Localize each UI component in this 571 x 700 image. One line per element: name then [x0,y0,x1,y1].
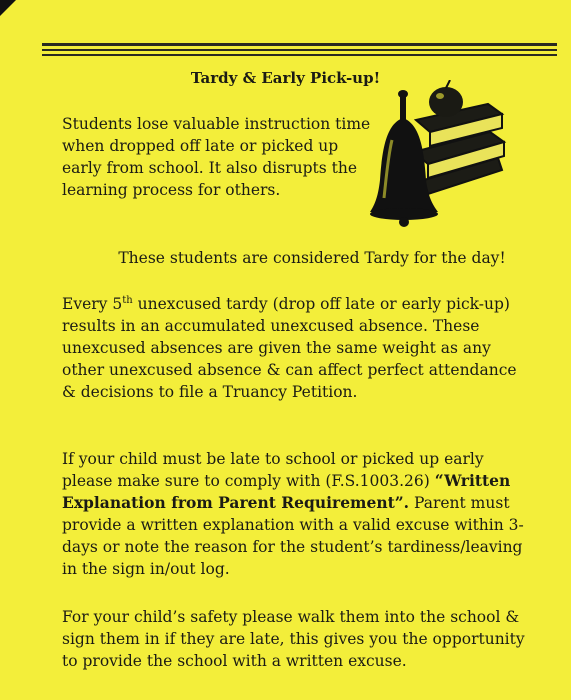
policy-text-start: Every 5 [62,295,123,313]
policy-text-rest: unexcused tardy (drop off late or early pick-up) results in an accumulated unexcused absence. These unexcused absences are given the same weight as any other unexcused absence & can affect perfect attendance & decisions to file a Truancy Petition. [62,295,517,401]
safety-paragraph: For your child’s safety please walk them into the school & sign them in if they are late, this gives you the opportunity to provide the school with a written excuse. [62,608,525,670]
flyer-title: Tardy & Early Pick-up! [190,69,381,87]
header-rule [42,43,557,46]
requirement-paragraph [62,448,532,580]
bell-books-apple-icon [368,80,508,230]
intro-paragraph: Students lose valuable instruction time when dropped off late or picked up early from school. It also disrupts the learning process for others. [62,115,371,199]
header-rule [42,54,557,56]
ordinal-suffix: th [122,294,133,306]
requirement-text-start: If your child must be late to school or picked up early please make sure to comply with (F.S.1003.26) [62,450,484,490]
header-rule [42,49,557,51]
requirement-title: “Written Explanation from Parent Requirement”. [62,471,511,512]
policy-paragraph [62,293,522,403]
requirement-text-rest: Parent must provide a written explanation with a valid excuse within 3-days or note the reason for the student’s tardiness/leaving in the sign in/out log. [62,494,524,578]
tardy-notice: These students are considered Tardy for the day! [118,249,506,267]
corner-mark [0,0,16,16]
